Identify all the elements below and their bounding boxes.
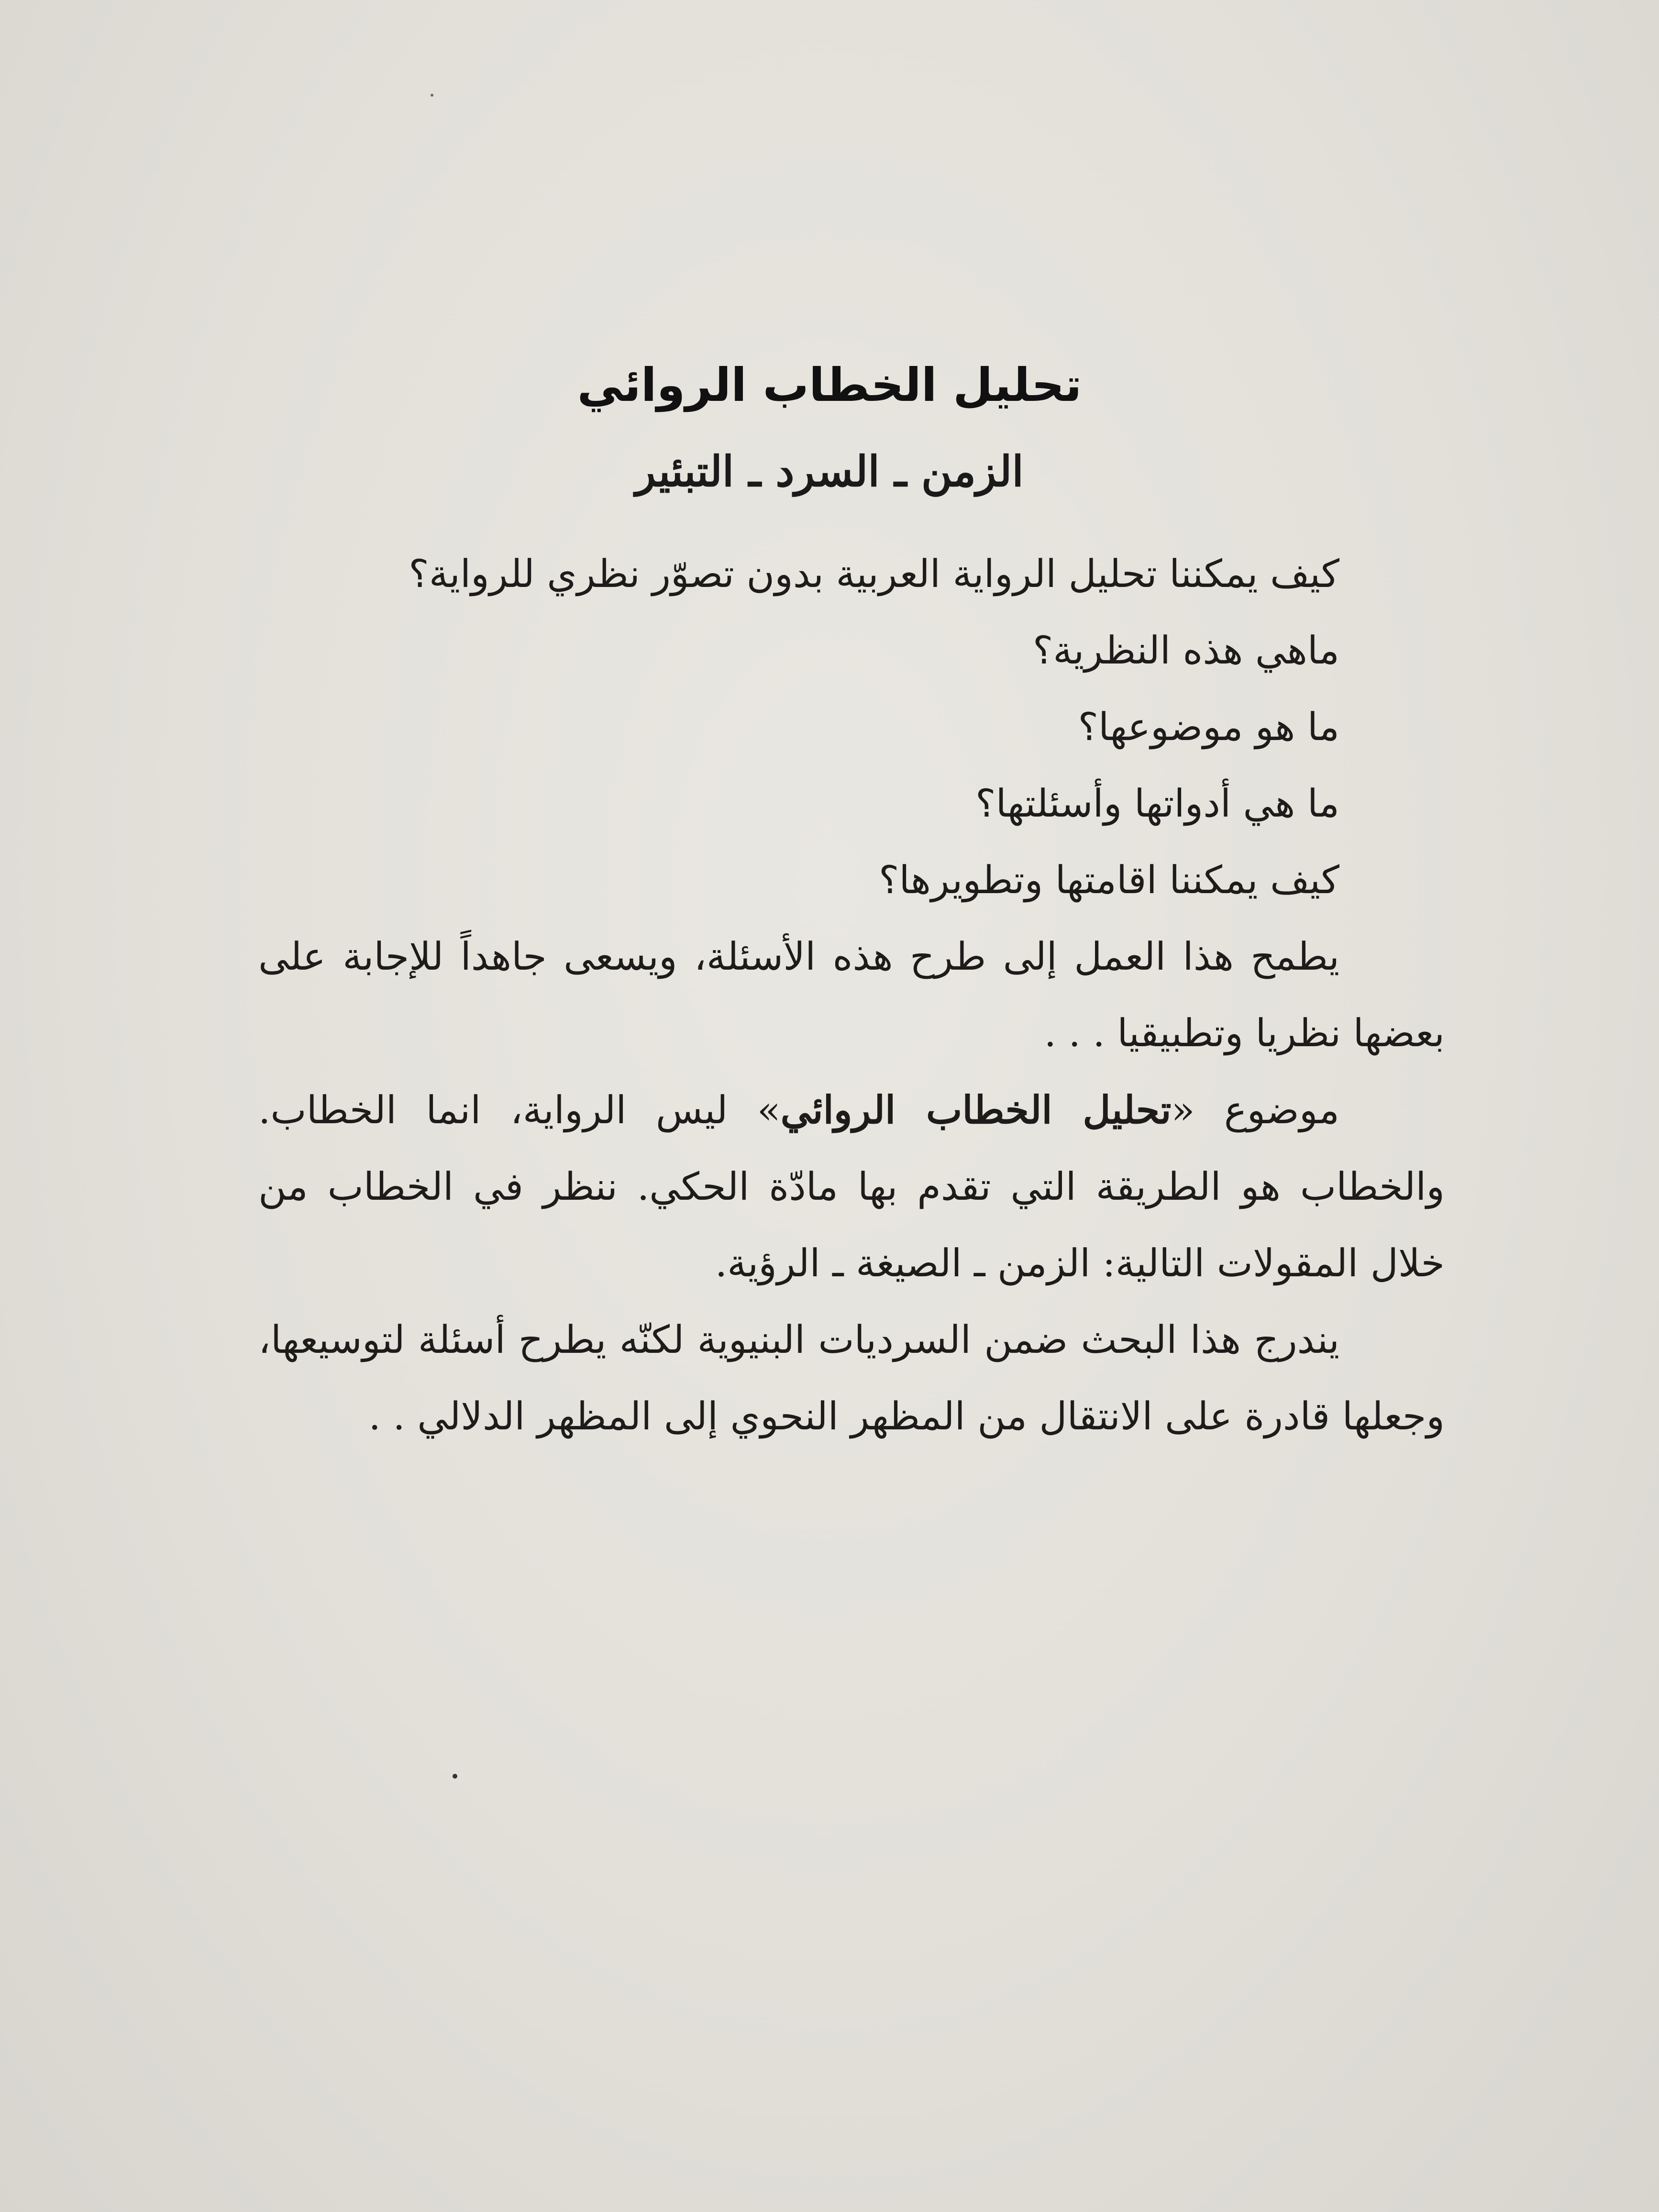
paragraph-subject-suffix: » ليس الرواية، انما الخطاب. والخطاب هو الطريقة التي تقدم بها مادّة الحكي. ننظر في الخطاب من خلال المقولات التالية: الزمن ـ الصيغة ـ الرؤية. <box>258 1088 1445 1285</box>
ink-speck <box>431 94 433 97</box>
question-line: ما هو موضوعها؟ <box>1078 705 1339 749</box>
question-line: كيف يمكننا اقامتها وتطويرها؟ <box>878 858 1339 902</box>
paragraph-scope: يندرج هذا البحث ضمن السرديات البنيوية لكنّه يطرح أسئلة لتوسيعها، وجعلها قادرة على الانتقال من المظهر النحوي إلى المظهر الدلالي . . <box>258 1317 1445 1438</box>
question-line: ما هي أدواتها وأسئلتها؟ <box>975 781 1339 826</box>
book-title-inline: تحليل الخطاب الروائي <box>780 1087 1172 1132</box>
paragraph-subject <box>258 1072 1445 1302</box>
question-line: كيف يمكننا تحليل الرواية العربية بدون تصوّر نظري للرواية؟ <box>409 552 1339 596</box>
question-line: ماهي هذه النظرية؟ <box>1032 628 1339 673</box>
ink-speck <box>453 1774 457 1779</box>
paragraph-intro: يطمح هذا العمل إلى طرح هذه الأسئلة، ويسعى جاهداً للإجابة على بعضها نظريا وتطبيقيا . . . <box>258 934 1445 1055</box>
paragraph-subject-prefix: موضوع « <box>1171 1088 1339 1132</box>
body-text <box>258 536 1445 1455</box>
page-title: تحليل الخطاب الروائي <box>577 358 1082 412</box>
page-subtitle: الزمن ـ السرد ـ التبئير <box>635 446 1024 496</box>
